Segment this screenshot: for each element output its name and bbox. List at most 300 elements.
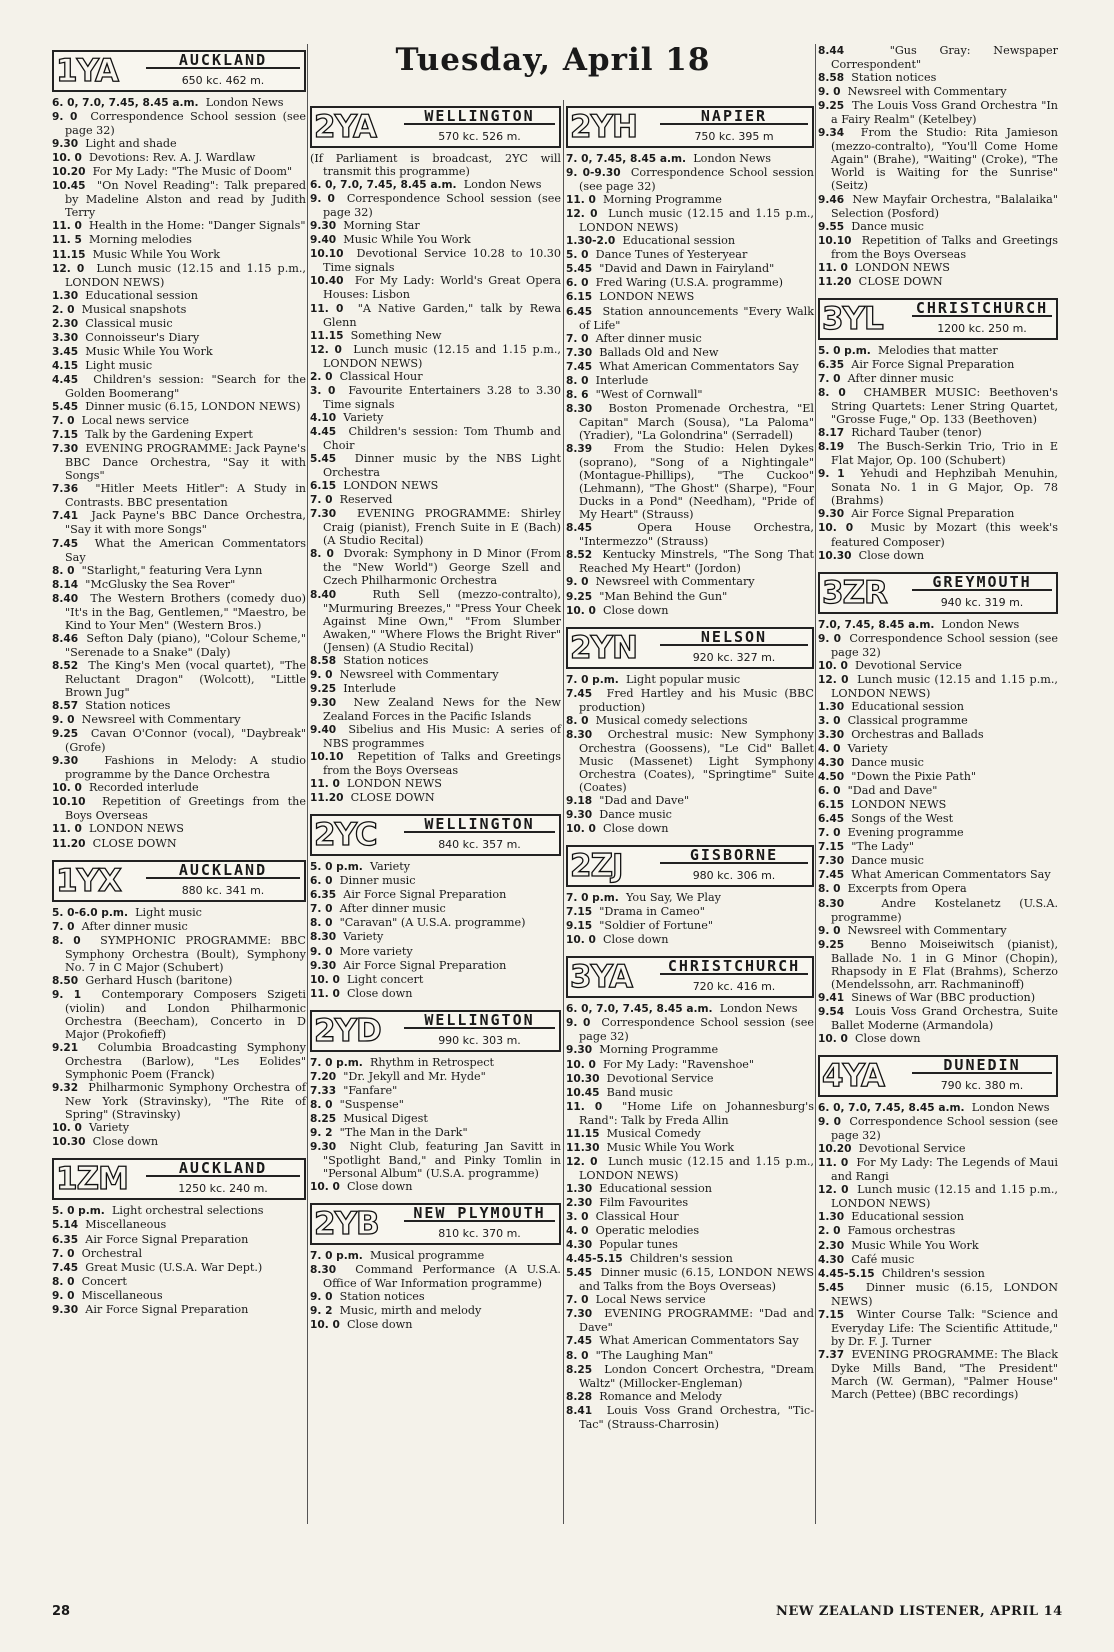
programme-description: The King's Men (vocal quartet), "The Reluctant Dragon" (Wolcott), "Little Brown Jug" xyxy=(65,658,306,700)
programme-description: "West of Cornwall" xyxy=(595,387,703,401)
programme-time: 9. 0 xyxy=(818,86,841,99)
programme-item xyxy=(52,179,306,219)
programme-description: Devotional Service 10.28 to 10.30 Time signals xyxy=(323,247,561,275)
programme-time: 2.30 xyxy=(818,1239,845,1252)
programme-item xyxy=(566,905,814,919)
programme-time: 10. 0 xyxy=(818,522,854,535)
programme-item xyxy=(310,696,561,723)
programme-description: From the Studio: Rita Jamieson (mezzo-contralto), "You'll Come Home Again" (Brahe), "Waiting" (Croke), "The World is Waiting for the Sunrise" (Seitz) xyxy=(831,126,1058,193)
programme-item xyxy=(818,220,1058,234)
programme-item xyxy=(566,152,814,166)
programme-time: 7.45 xyxy=(566,360,593,373)
programme-description: Excerpts from Opera xyxy=(847,882,967,896)
programme-time: 7. 0 xyxy=(52,920,75,933)
programme-description: Dinner music (6.15, LONDON NEWS) xyxy=(831,1280,1058,1308)
programme-description: "Dad and Dave" xyxy=(847,784,938,798)
programme-time: 6.35 xyxy=(818,358,845,371)
programme-time: 4.30 xyxy=(566,1239,593,1252)
programme-time: 5. 0-6.0 p.m. xyxy=(52,906,128,919)
programme-time: 8.39 xyxy=(566,442,593,455)
programme-description: LONDON NEWS xyxy=(343,479,439,493)
programme-description: For My Lady: "Ravenshoe" xyxy=(602,1057,755,1071)
programme-time: 8.30 xyxy=(310,1264,337,1277)
programme-item xyxy=(52,262,306,289)
programme-description: "Home Life on Johannesburg's Rand": Talk by Freda Allin xyxy=(579,1099,814,1127)
programme-time: 8. 6 xyxy=(566,388,589,401)
programme-description: Rhythm in Retrospect xyxy=(369,1055,495,1069)
programme-item xyxy=(818,71,1058,85)
programme-item xyxy=(566,332,814,346)
programme-item xyxy=(818,1032,1058,1046)
programme-item xyxy=(566,276,814,290)
programme-item xyxy=(818,85,1058,99)
programme-description: Repetition of Talks and Greetings from the Boys Overseas xyxy=(323,750,561,778)
programme-description: Close down xyxy=(602,822,669,836)
programme-time: 10.30 xyxy=(818,549,852,562)
programme-description: Interlude xyxy=(595,373,649,387)
programme-item xyxy=(818,1183,1058,1210)
programme-description: Lunch music (12.15 and 1.15 p.m., LONDON NEWS) xyxy=(831,1183,1058,1211)
programme-description: More variety xyxy=(339,944,413,958)
programme-item xyxy=(310,860,561,874)
programme-description: Benno Moiseiwitsch (pianist), Ballade No. 1 in G Minor (Chopin), Rhapsody in E Flat (Brahms), Scherzo (Mendelssohn, arr. Rachmaninoff) xyxy=(831,937,1058,991)
programme-item xyxy=(52,537,306,564)
programme-item xyxy=(52,1247,306,1261)
programme-description: Popular tunes xyxy=(599,1238,678,1252)
programme-description: Sibelius and His Music: A series of NBS programmes xyxy=(323,722,561,751)
station-frequency: 720 kc. 416 m. xyxy=(692,980,776,994)
programme-description: London News xyxy=(205,96,284,109)
programme-description: Repetition of Greetings from the Boys Overseas xyxy=(65,795,306,823)
programme-time: 8.58 xyxy=(310,654,337,667)
programme-description: You Say, We Play xyxy=(625,891,721,905)
programme-item xyxy=(52,659,306,699)
programme-time: 8.52 xyxy=(52,659,79,672)
programme-item xyxy=(52,1041,306,1081)
programme-time: 7. 0, 7.45, 8.45 a.m. xyxy=(566,153,687,165)
programme-description: Close down xyxy=(854,1032,921,1045)
programme-item xyxy=(52,795,306,822)
programme-time: 11.20 xyxy=(52,837,86,850)
programme-time: 7. 0 xyxy=(52,415,75,428)
programme-description: New Mayfair Orchestra, "Balalaika" Selection (Posford) xyxy=(831,192,1058,220)
programme-time: 4.45 xyxy=(310,425,337,438)
programme-item xyxy=(52,754,306,781)
programme-item xyxy=(566,262,814,276)
programme-description: Connoisseur's Diary xyxy=(85,330,200,344)
programme-time: 12. 0 xyxy=(566,208,598,221)
programme-description: CHAMBER MUSIC: Beethoven's String Quartets: Lener String Quartet, "Grosse Fuge," Op. 133 (Beethoven) xyxy=(831,385,1058,427)
programme-item xyxy=(818,1253,1058,1267)
programme-time: 1.30 xyxy=(566,1182,593,1195)
programme-item xyxy=(818,1281,1058,1308)
programme-description: Morning Programme xyxy=(599,1043,719,1057)
programme-item xyxy=(566,590,814,604)
programme-item xyxy=(818,1239,1058,1253)
programme-item xyxy=(310,343,561,370)
programme-description: Concert xyxy=(81,1274,127,1288)
programme-item xyxy=(566,305,814,332)
programme-time: 4.45 xyxy=(52,373,79,386)
programme-list-2yc xyxy=(310,860,561,1000)
programme-time: 12. 0 xyxy=(818,673,849,686)
programme-description: "Dr. Jekyll and Mr. Hyde" xyxy=(343,1069,486,1083)
programme-description: Something New xyxy=(350,328,442,342)
programme-time: 10.45 xyxy=(566,1086,600,1099)
programme-time: 8. 0 xyxy=(52,1275,75,1288)
programme-description: Local News service xyxy=(595,1293,706,1307)
station-header-1yx xyxy=(52,860,306,902)
station-call-sign: 3ZR xyxy=(822,574,887,611)
programme-item xyxy=(566,1127,814,1141)
programme-time: 7. 0 xyxy=(566,1294,589,1307)
programme-item xyxy=(566,1363,814,1390)
programme-item xyxy=(52,303,306,317)
programme-item xyxy=(818,742,1058,756)
programme-description: Music While You Work xyxy=(85,344,213,358)
programme-description: EVENING PROGRAMME: Shirley Craig (pianist), French Suite in E (Bach) (A Studio Recital) xyxy=(323,507,561,548)
programme-item xyxy=(566,1196,814,1210)
programme-time: 4. 0 xyxy=(566,1225,589,1238)
programme-item xyxy=(310,959,561,973)
programme-description: Boston Promenade Orchestra, "El Capitan" March (Sousa), "La Paloma" (Yradier), "La Golondrina" (Serradell) xyxy=(579,401,814,442)
programme-item xyxy=(310,1112,561,1126)
programme-item xyxy=(818,521,1058,548)
programme-description: "Man Behind the Gun" xyxy=(599,589,728,603)
programme-list-1ya xyxy=(52,96,306,851)
programme-description: Children's session: "Search for the Golden Boomerang" xyxy=(65,372,306,400)
programme-list-1zm xyxy=(52,1204,306,1316)
programme-description: Correspondence School session (see page 32) xyxy=(65,110,306,138)
programme-description: After dinner music xyxy=(339,902,446,916)
programme-description: SYMPHONIC PROGRAMME: BBC Symphony Orchestra (Boult), Symphony No. 7 in C Major (Schubert) xyxy=(65,933,306,974)
programme-time: 11.15 xyxy=(566,1127,600,1140)
programme-item xyxy=(52,219,306,233)
programme-time: 8. 0 xyxy=(310,917,333,930)
programme-item xyxy=(52,974,306,988)
programme-description: "The Laughing Man" xyxy=(595,1348,714,1362)
programme-time: 9.25 xyxy=(52,728,79,741)
programme-description: London News xyxy=(463,178,542,192)
programme-item xyxy=(566,1155,814,1182)
programme-time: 7.41 xyxy=(52,510,79,523)
programme-description: After dinner music xyxy=(847,371,954,385)
programme-time: 9. 1 xyxy=(818,468,845,481)
station-header-3yl xyxy=(818,298,1058,340)
programme-item xyxy=(310,329,561,343)
station-frequency: 980 kc. 306 m. xyxy=(692,869,776,883)
programme-time: 7.0, 7.45, 8.45 a.m. xyxy=(818,618,935,631)
programme-time: 9.30 xyxy=(566,1044,593,1057)
programme-item xyxy=(310,874,561,888)
programme-item xyxy=(52,1204,306,1218)
programme-item xyxy=(310,219,561,233)
programme-item xyxy=(52,442,306,482)
programme-time: 10. 0 xyxy=(52,152,82,165)
programme-item xyxy=(310,152,561,178)
station-frequency: 1200 kc. 250 m. xyxy=(937,321,1027,335)
programme-time: 12. 0 xyxy=(566,1155,598,1168)
programme-item xyxy=(310,247,561,274)
programme-description: "On Novel Reading": Talk prepared by Madeline Alston and read by Judith Terry xyxy=(65,179,306,220)
programme-time: 8. 0 xyxy=(52,934,81,947)
programme-time: 8.14 xyxy=(52,578,79,591)
column-4 xyxy=(818,44,1058,1401)
programme-time: 2. 0 xyxy=(818,1225,841,1238)
programme-item xyxy=(818,840,1058,854)
programme-description: Kentucky Minstrels, "The Song That Reached My Heart" (Jordon) xyxy=(579,548,814,576)
programme-description: Louis Voss Grand Orchestra, Suite Ballet Moderne (Armandola) xyxy=(831,1004,1058,1032)
programme-time: 8.41 xyxy=(566,1404,593,1417)
programme-description: Light orchestral selections xyxy=(111,1204,264,1218)
programme-time: 7.30 xyxy=(566,1308,593,1321)
programme-description: "Down the Pixie Path" xyxy=(851,770,977,784)
programme-item xyxy=(818,275,1058,289)
programme-time: 10. 0 xyxy=(818,659,848,672)
programme-time: 9.32 xyxy=(52,1082,79,1095)
station-header-4ya xyxy=(818,1055,1058,1097)
programme-description: Morning Star xyxy=(343,219,420,233)
programme-item xyxy=(52,906,306,920)
programme-description: Air Force Signal Preparation xyxy=(851,507,1015,521)
programme-description: The Louis Voss Grand Orchestra "In a Fairy Realm" (Ketelbey) xyxy=(831,99,1058,127)
programme-description: CLOSE DOWN xyxy=(92,836,177,850)
programme-item xyxy=(52,699,306,713)
programme-list-2ya xyxy=(310,152,561,805)
programme-time: 5.45 xyxy=(52,401,79,414)
programme-time: 4. 0 xyxy=(818,743,841,756)
programme-item xyxy=(818,659,1058,673)
programme-item xyxy=(818,358,1058,372)
programme-item xyxy=(818,193,1058,220)
programme-time: 3.30 xyxy=(818,728,845,741)
programme-time: 5. 0 p.m. xyxy=(310,861,363,874)
programme-description: For My Lady: World's Great Opera Houses: Lisbon xyxy=(323,274,561,302)
programme-item xyxy=(818,126,1058,192)
programme-time: 7.15 xyxy=(818,1308,845,1321)
programme-item xyxy=(818,728,1058,742)
programme-item xyxy=(310,1070,561,1084)
station-header-2yb xyxy=(310,1203,561,1245)
station-city: AUCKLAND xyxy=(146,54,300,69)
programme-item xyxy=(52,564,306,578)
programme-time: 7.15 xyxy=(566,906,593,919)
programme-description: Andre Kostelanetz (U.S.A. programme) xyxy=(831,896,1058,924)
station-frequency: 840 kc. 357 m. xyxy=(438,838,521,852)
programme-time: 9. 0 xyxy=(310,193,335,206)
programme-time: 3. 0 xyxy=(818,714,841,727)
programme-item xyxy=(566,1293,814,1307)
page-number: 28 xyxy=(52,1604,71,1619)
programme-item xyxy=(818,632,1058,659)
programme-item xyxy=(310,1304,561,1318)
programme-item xyxy=(52,713,306,727)
column-3 xyxy=(566,100,814,1431)
programme-item xyxy=(52,373,306,400)
programme-description: Newsreel with Commentary xyxy=(81,713,241,727)
station-city: WELLINGTON xyxy=(404,818,555,833)
programme-item xyxy=(566,933,814,947)
programme-description: "Drama in Cameo" xyxy=(599,905,705,919)
programme-time: 9.40 xyxy=(310,723,337,736)
programme-description: Winter Course Talk: "Science and Everyday Life: The Scientific Attitude," by Dr. F. J. Turner xyxy=(831,1307,1058,1348)
programme-item xyxy=(818,826,1058,840)
programme-item xyxy=(818,440,1058,467)
programme-time: 12. 0 xyxy=(310,343,342,356)
programme-description: CLOSE DOWN xyxy=(858,274,943,288)
programme-description: Orchestral xyxy=(81,1246,143,1260)
programme-item xyxy=(310,682,561,696)
programme-time: 6.15 xyxy=(818,799,845,812)
programme-item xyxy=(310,178,561,192)
programme-item xyxy=(310,425,561,452)
programme-time: 10. 0 xyxy=(52,1122,82,1135)
programme-time: 11.15 xyxy=(52,248,86,261)
programme-time: 9. 0 xyxy=(52,111,78,124)
station-call-sign: 4YA xyxy=(822,1058,885,1095)
programme-description: Musical Comedy xyxy=(606,1126,701,1140)
programme-time: 5.45 xyxy=(818,1281,845,1294)
programme-item xyxy=(52,331,306,345)
programme-time: 11. 0 xyxy=(52,220,82,233)
programme-time: 12. 0 xyxy=(52,262,85,275)
programme-item xyxy=(566,919,814,933)
station-call-sign: 2YD xyxy=(314,1012,381,1049)
station-call-sign: 1ZM xyxy=(56,1161,128,1198)
programme-time: 7.15 xyxy=(52,429,79,442)
programme-description: Educational session xyxy=(851,1210,964,1224)
station-frequency: 810 kc. 370 m. xyxy=(438,1227,521,1241)
programme-description: "Caravan" (A U.S.A. programme) xyxy=(339,916,526,930)
programme-item xyxy=(818,756,1058,770)
station-city: DUNEDIN xyxy=(912,1059,1052,1074)
programme-description: From the Studio: Helen Dykes (soprano), "Song of a Nightingale" (Montague-Phillips), "The Cuckoo" (Lehmann), "The Ghost" (Sharpe), "Four Ducks in a Pond" (Needham), "Pride of My Heart" (Strauss) xyxy=(579,441,814,522)
programme-description: Command Performance (A U.S.A. Office of War Information programme) xyxy=(323,1263,561,1291)
programme-time: 8.57 xyxy=(52,700,79,713)
programme-description: Opera House Orchestra, "Intermezzo" (Strauss) xyxy=(579,521,814,549)
programme-item xyxy=(566,891,814,905)
programme-time: 2. 0 xyxy=(52,303,75,316)
programme-time: 10.10 xyxy=(52,796,86,809)
programme-item xyxy=(818,618,1058,632)
programme-time: 7. 0 xyxy=(310,494,333,507)
programme-time: 11. 0 xyxy=(566,194,596,207)
station-frequency: 790 kc. 380 m. xyxy=(940,1079,1024,1093)
programme-description: Morning melodies xyxy=(88,233,192,247)
programme-item xyxy=(566,1086,814,1100)
programme-description: Lunch music (12.15 and 1.15 p.m., LONDON NEWS) xyxy=(579,207,814,235)
programme-description: Classical music xyxy=(85,316,173,330)
programme-description: Dinner music by the NBS Light Orchestra xyxy=(323,452,561,480)
programme-item xyxy=(818,673,1058,700)
publication-footer: NEW ZEALAND LISTENER, APRIL 14 xyxy=(776,1604,1063,1619)
programme-item xyxy=(566,388,814,402)
programme-description: Louis Voss Grand Orchestra, "Tic-Tac" (Strauss-Charrosin) xyxy=(579,1403,814,1431)
station-call-sign: 1YX xyxy=(56,862,121,899)
programme-time: 6. 0 xyxy=(818,785,841,798)
programme-item xyxy=(566,1100,814,1127)
station-header-2yh xyxy=(566,106,814,148)
programme-time: 5. 0 xyxy=(566,249,589,262)
programme-time: 9.18 xyxy=(566,795,593,808)
programme-item xyxy=(566,1002,814,1016)
programme-item xyxy=(818,372,1058,386)
programme-description: "Hitler Meets Hitler": A Study in Contrasts. BBC presentation xyxy=(65,482,306,510)
programme-description: (If Parliament is broadcast, 2YC will transmit this programme) xyxy=(310,152,561,179)
station-header-2zj xyxy=(566,845,814,887)
programme-item xyxy=(566,1334,814,1348)
programme-time: 8. 0 xyxy=(566,1349,589,1362)
programme-item xyxy=(566,1043,814,1057)
programme-description: Light concert xyxy=(346,972,424,986)
station-frequency: 880 kc. 341 m. xyxy=(181,883,265,897)
programme-time: 6.15 xyxy=(310,480,337,493)
programme-time: 11.15 xyxy=(310,329,344,342)
programme-description: Musical Digest xyxy=(343,1111,428,1125)
programme-description: Devotions: Rev. A. J. Wardlaw xyxy=(88,151,256,165)
programme-time: 12. 0 xyxy=(818,1184,849,1197)
programme-time: 10.10 xyxy=(818,234,852,247)
programme-list-2zj xyxy=(566,891,814,947)
programme-time: 6.15 xyxy=(566,291,593,304)
programme-description: New Zealand News for the New Zealand Forces in the Pacific Islands xyxy=(323,695,561,723)
programme-time: 9.41 xyxy=(818,991,845,1004)
programme-time: 9.30 xyxy=(310,220,337,233)
programme-item xyxy=(310,1318,561,1332)
programme-time: 9.30 xyxy=(52,755,79,768)
programme-item xyxy=(310,973,561,987)
programme-list-3yl xyxy=(818,344,1058,563)
programme-time: 7. 0 xyxy=(310,903,333,916)
station-city: AUCKLAND xyxy=(146,1162,300,1177)
programme-description: Variety xyxy=(88,1121,130,1135)
programme-description: Children's session: Tom Thumb and Choir xyxy=(323,424,561,452)
programme-time: 4.50 xyxy=(818,771,845,784)
programme-time: 4.45-5.15 xyxy=(818,1267,875,1280)
programme-item xyxy=(566,442,814,521)
programme-description: Jack Payne's BBC Dance Orchestra, "Say it with more Songs" xyxy=(65,509,306,537)
programme-item xyxy=(310,723,561,750)
programme-item xyxy=(310,1180,561,1194)
programme-time: 8.25 xyxy=(566,1363,593,1376)
programme-description: "Fanfare" xyxy=(343,1083,398,1097)
programme-time: 6. 0, 7.0, 7.45, 8.45 a.m. xyxy=(566,1003,713,1016)
programme-description: After dinner music xyxy=(81,919,188,933)
programme-time: 10. 0 xyxy=(566,604,596,617)
programme-item xyxy=(818,549,1058,563)
programme-description: LONDON NEWS xyxy=(88,822,184,836)
programme-item xyxy=(818,1348,1058,1401)
programme-description: Morning Programme xyxy=(602,193,722,207)
programme-time: 9. 0 xyxy=(52,714,75,727)
programme-description: "David and Dawn in Fairyland" xyxy=(599,262,775,276)
programme-description: Correspondence School session (see page 32) xyxy=(323,192,561,220)
programme-description: Orchestral music: New Symphony Orchestra (Goossens), "Le Cid" Ballet Music (Massenet) Light Symphony Orchestra (Coates), "Springtime" Suite (Coates) xyxy=(579,727,814,794)
programme-description: "Dad and Dave" xyxy=(599,794,690,808)
programme-item xyxy=(566,346,814,360)
programme-item xyxy=(818,882,1058,896)
programme-description: Sefton Daly (piano), "Colour Scheme," "Serenade to a Snake" (Daly) xyxy=(65,631,306,659)
station-header-1zm xyxy=(52,1158,306,1200)
programme-description: For My Lady: The Legends of Maui and Rangi xyxy=(831,1156,1058,1184)
programme-item xyxy=(566,1016,814,1043)
programme-time: 6. 0, 7.0, 7.45, 8.45 a.m. xyxy=(310,179,457,192)
programme-item xyxy=(566,1058,814,1072)
programme-time: 9.30 xyxy=(310,696,337,709)
programme-item xyxy=(566,1182,814,1196)
programme-item xyxy=(52,920,306,934)
programme-time: 11.30 xyxy=(566,1141,600,1154)
